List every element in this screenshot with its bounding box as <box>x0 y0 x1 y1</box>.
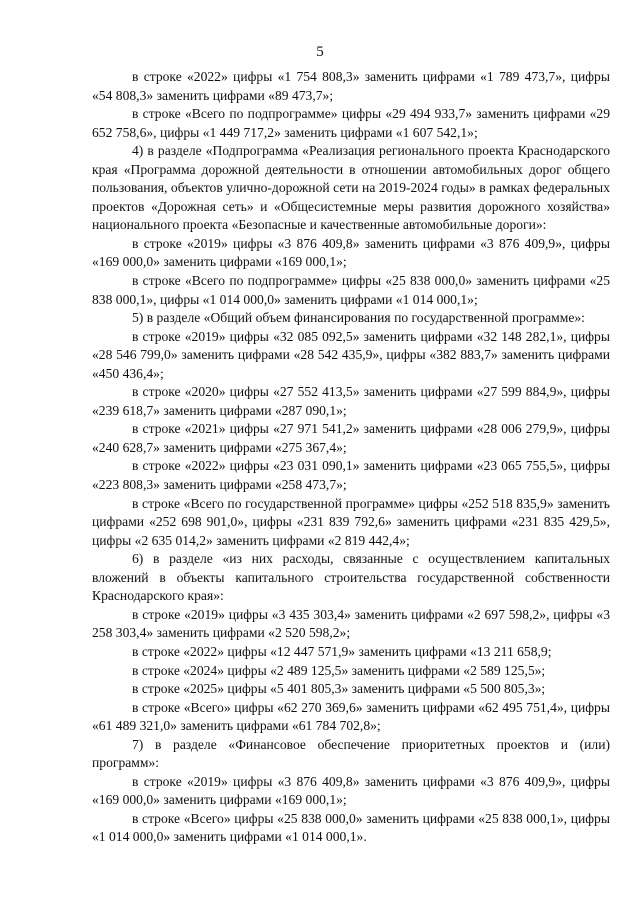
paragraph: в строке «2019» цифры «32 085 092,5» заменить цифрами «32 148 282,1», цифры «28 546 799,0» заменить цифрами «28 542 435,9», цифры «382 883,7» заменить цифрами «450 436,4»; <box>92 328 610 381</box>
paragraph: в строке «2019» цифры «3 876 409,8» заменить цифрами «3 876 409,9», цифры «169 000,0» заменить цифрами «169 000,1»; <box>92 235 610 270</box>
paragraph: в строке «2019» цифры «3 435 303,4» заменить цифрами «2 697 598,2», цифры «3 258 303,4» заменить цифрами «2 520 598,2»; <box>92 606 610 641</box>
paragraph: в строке «Всего по подпрограмме» цифры «29 494 933,7» заменить цифрами «29 652 758,6», цифры «1 449 717,2» заменить цифрами «1 607 542,1»; <box>92 106 610 140</box>
paragraph: 5) в разделе «Общий объем финансирования по государственной программе»: <box>132 310 585 326</box>
paragraph: в строке «Всего» цифры «62 270 369,6» заменить цифрами «62 495 751,4», цифры «61 489 321,0» заменить цифрами «61 784 702,8»; <box>92 699 610 734</box>
paragraph: в строке «2019» цифры «3 876 409,8» заменить цифрами «3 876 409,9», цифры «169 000,0» заменить цифрами «169 000,1»; <box>92 773 610 808</box>
paragraph: в строке «Всего по подпрограмме» цифры «25 838 000,0» заменить цифрами «25 838 000,1», цифры «1 014 000,0» заменить цифрами «1 014 000,1»; <box>92 273 610 307</box>
document-body <box>92 68 610 847</box>
paragraph: в строке «2021» цифры «27 971 541,2» заменить цифрами «28 006 279,9», цифры «240 628,7» заменить цифрами «275 367,4»; <box>92 421 610 455</box>
paragraph: в строке «2025» цифры «5 401 805,3» заменить цифрами «5 500 805,3»; <box>132 681 546 697</box>
page-number: 5 <box>316 44 324 60</box>
paragraph: в строке «Всего» цифры «25 838 000,0» заменить цифрами «25 838 000,1», цифры «1 014 000,0» заменить цифрами «1 014 000,1». <box>92 810 610 845</box>
paragraph: в строке «2022» цифры «1 754 808,3» заменить цифрами «1 789 473,7», цифры «54 808,3» заменить цифрами «89 473,7»; <box>92 69 610 103</box>
paragraph: 7) в разделе «Финансовое обеспечение приоритетных проектов и (или) программ»: <box>92 736 610 771</box>
paragraph: в строке «2020» цифры «27 552 413,5» заменить цифрами «27 599 884,9», цифры «239 618,7» заменить цифрами «287 090,1»; <box>92 384 610 418</box>
paragraph: в строке «2022» цифры «12 447 571,9» заменить цифрами «13 211 658,9; <box>132 643 552 659</box>
paragraph: в строке «Всего по государственной программе» цифры «252 518 835,9» заменить цифрами «252 698 901,0», цифры «231 839 792,6» заменить цифрами «231 835 429,5», цифры «2 635 014,2» заменить цифрами «2 819 442,4»; <box>92 495 610 548</box>
paragraph: в строке «2022» цифры «23 031 090,1» заменить цифрами «23 065 755,5», цифры «223 808,3» заменить цифрами «258 473,7»; <box>92 458 610 493</box>
paragraph: 4) в разделе «Подпрограмма «Реализация регионального проекта Краснодарского края «Программа дорожной деятельности в отношении автомобильных дорог общего пользования, объектов улично-дорожной сети на 2019-2024 годы» в рамках федеральных проектов «Дорожная сеть» и «Общесистемные меры развития дорожного хозяйства» национального проекта «Безопасные и качественные автомобильные дороги»: <box>92 143 610 233</box>
paragraph: 6) в разделе «из них расходы, связанные с осуществлением капитальных вложений в объекты капитального строительства государственной собственности Краснодарского края»: <box>92 551 610 604</box>
paragraph: в строке «2024» цифры «2 489 125,5» заменить цифрами «2 589 125,5»; <box>132 662 546 678</box>
